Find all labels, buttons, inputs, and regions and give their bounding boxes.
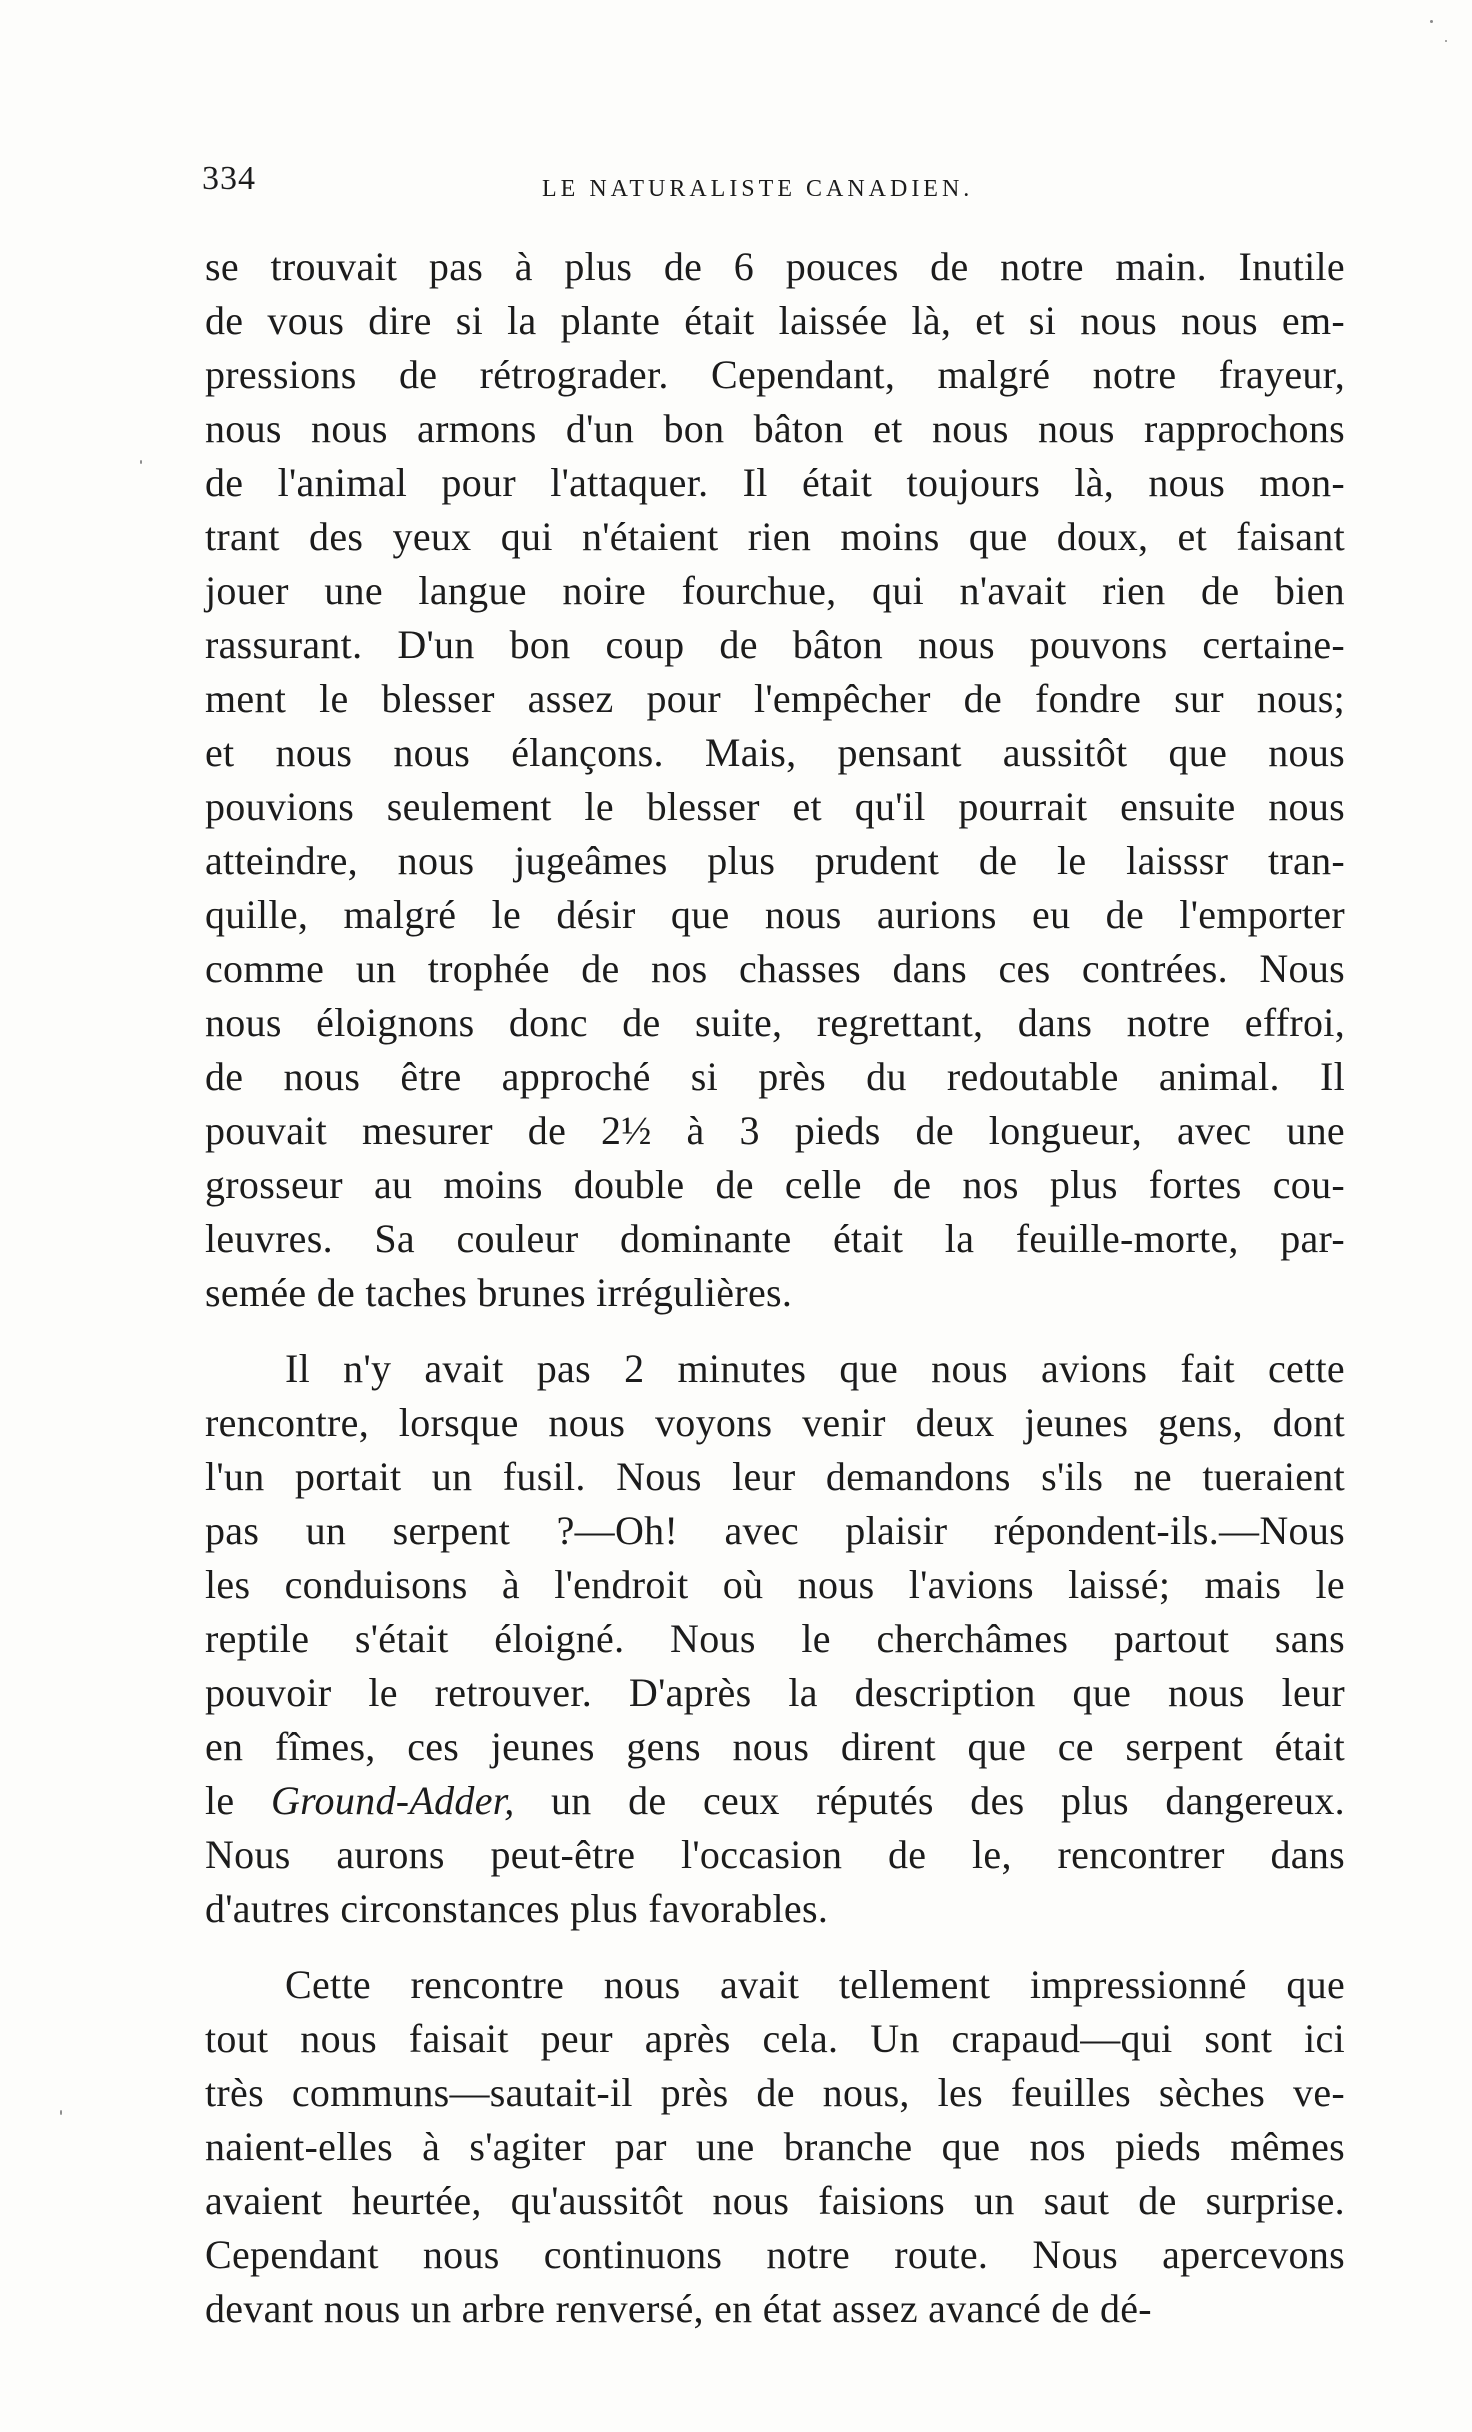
text-line: Cependant nous continuons notre route. Nous apercevons xyxy=(205,2232,1345,2277)
paragraph-gap xyxy=(205,1320,1345,1342)
text-line: Nous aurons peut-être l'occasion de le, rencontrer dans xyxy=(205,1832,1345,1877)
text-line: ment le blesser assez pour l'empêcher de fondre sur nous; xyxy=(205,676,1345,721)
text-line: atteindre, nous jugeâmes plus prudent de le laisssr tran- xyxy=(205,838,1345,883)
paragraph-gap xyxy=(205,1936,1345,1958)
text-line: avaient heurtée, qu'aussitôt nous faisions un saut de surprise. xyxy=(205,2178,1345,2223)
text-line: naient-elles à s'agiter par une branche que nos pieds mêmes xyxy=(205,2124,1345,2169)
text-line: trant des yeux qui n'étaient rien moins que doux, et faisant xyxy=(205,514,1345,559)
text-line: et nous nous élançons. Mais, pensant aussitôt que nous xyxy=(205,730,1345,775)
text-line: comme un trophée de nos chasses dans ces contrées. Nous xyxy=(205,946,1345,991)
text-line: nous éloignons donc de suite, regrettant, dans notre effroi, xyxy=(205,1000,1345,1045)
text-line: grosseur au moins double de celle de nos plus fortes cou- xyxy=(205,1162,1345,1207)
text-line: nous nous armons d'un bon bâton et nous nous rapprochons xyxy=(205,406,1345,451)
text-line: très communs—sautait-il près de nous, les feuilles sèches ve- xyxy=(205,2070,1345,2115)
scan-speck xyxy=(1430,20,1433,23)
page-number: 334 xyxy=(202,160,256,197)
scan-speck xyxy=(1445,40,1447,42)
text-line: pouvoir le retrouver. D'après la description que nous leur xyxy=(205,1670,1345,1715)
text-line: reptile s'était éloigné. Nous le cherchâmes partout sans xyxy=(205,1616,1345,1661)
text-line: le Ground-Adder, un de ceux réputés des plus dangereux. xyxy=(205,1778,1345,1823)
text-line: Il n'y avait pas 2 minutes que nous avions fait cette xyxy=(285,1346,1345,1391)
text-line: de nous être approché si près du redoutable animal. Il xyxy=(205,1054,1345,1099)
page-header xyxy=(202,160,1022,210)
text-line: rencontre, lorsque nous voyons venir deux jeunes gens, dont xyxy=(205,1400,1345,1445)
text-line: quille, malgré le désir que nous aurions eu de l'emporter xyxy=(205,892,1345,937)
running-title: LE NATURALISTE CANADIEN. xyxy=(542,176,974,202)
text-line: devant nous un arbre renversé, en état assez avancé de dé- xyxy=(205,2286,1152,2331)
text-line: leuvres. Sa couleur dominante était la feuille-morte, par- xyxy=(205,1216,1345,1261)
text-line: pas un serpent ?—Oh! avec plaisir répondent-ils.—Nous xyxy=(205,1508,1345,1553)
text-line: en fîmes, ces jeunes gens nous dirent que ce serpent était xyxy=(205,1724,1345,1769)
text-line: rassurant. D'un bon coup de bâton nous pouvons certaine- xyxy=(205,622,1345,667)
paragraph xyxy=(205,240,1345,1320)
text-line: l'un portait un fusil. Nous leur demandons s'ils ne tueraient xyxy=(205,1454,1345,1499)
scan-speck xyxy=(60,2110,62,2115)
text-line: pouvait mesurer de 2½ à 3 pieds de longueur, avec une xyxy=(205,1108,1345,1153)
text-line: d'autres circonstances plus favorables. xyxy=(205,1886,829,1931)
text-line: pressions de rétrograder. Cependant, malgré notre frayeur, xyxy=(205,352,1345,397)
text-line: se trouvait pas à plus de 6 pouces de notre main. Inutile xyxy=(205,244,1345,289)
text-line: les conduisons à l'endroit où nous l'avions laissé; mais le xyxy=(205,1562,1345,1607)
text-line: de vous dire si la plante était laissée là, et si nous nous em- xyxy=(205,298,1345,343)
scan-speck xyxy=(140,460,142,464)
text-line: semée de taches brunes irrégulières. xyxy=(205,1270,793,1315)
text-line: tout nous faisait peur après cela. Un crapaud—qui sont ici xyxy=(205,2016,1345,2061)
paragraph xyxy=(205,1958,1345,2336)
text-line: jouer une langue noire fourchue, qui n'avait rien de bien xyxy=(205,568,1345,613)
italic-term: Ground-Adder, xyxy=(270,1778,515,1823)
text-line: Cette rencontre nous avait tellement impressionné que xyxy=(285,1962,1345,2007)
text-line: pouvions seulement le blesser et qu'il pourrait ensuite nous xyxy=(205,784,1345,829)
body-text xyxy=(205,240,1345,2336)
paragraph xyxy=(205,1342,1345,1936)
text-line: de l'animal pour l'attaquer. Il était toujours là, nous mon- xyxy=(205,460,1345,505)
